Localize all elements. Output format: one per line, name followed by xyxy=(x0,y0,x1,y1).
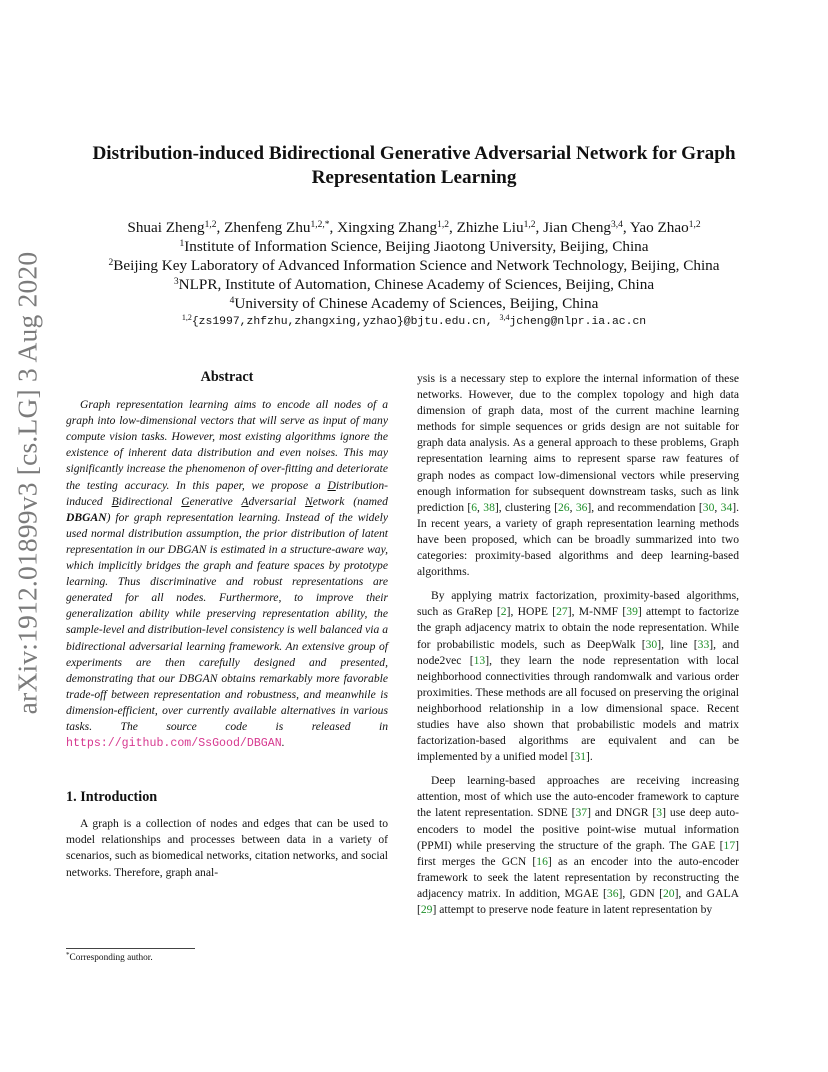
citation-link[interactable]: 36 xyxy=(575,500,588,514)
introduction-paragraph: A graph is a collection of nodes and edges that can be used to model relationships and processes between data in a variety of scenarios, such as biomedical networks, citation networks, and social networks. Therefore, graph anal- xyxy=(66,817,388,879)
citation-link[interactable]: 16 xyxy=(536,854,548,868)
affiliation-4: $^4$University of Chinese Academy of Sciences, Beijing, China xyxy=(229,295,599,312)
paragraph-proximity-methods: By applying matrix factorization, proximity-based algorithms, such as GraRep [2], HOPE [27], M-NMF [39] attempt to factorize the graph adjacency matrix to obtain the node representation. While for probabilistic models, such as DeepWalk [30], line [33], and node2vec [13], they learn the node representation with local neighborhood connectivities through randomwalk and various order proximities. These methods are all focused on preserving the original neighborhood relationship in a low dimensional space. Recent studies have also shown that probabilistic models and matrix factorization-based algorithms are equivalent and can be implemented by a unified model [31]. xyxy=(417,589,739,764)
citation-link[interactable]: 6 xyxy=(471,500,478,514)
citation-link[interactable]: 39 xyxy=(626,605,638,619)
citation-link[interactable]: 20 xyxy=(662,886,675,900)
citation-link[interactable]: 17 xyxy=(723,838,736,852)
citation-link[interactable]: 13 xyxy=(473,653,486,667)
affiliation-3: $^3$NLPR, Institute of Automation, Chinese Academy of Sciences, Beijing, China xyxy=(173,276,655,293)
right-column xyxy=(417,371,739,918)
citation-link[interactable]: 38 xyxy=(483,500,495,514)
affiliation-1: $^1$Institute of Information Science, Beijing Jiaotong University, Beijing, China xyxy=(179,238,649,255)
author-list: Shuai Zheng$^{1,2}$, Zhenfeng Zhu$^{1,2,*}$, Xingxing Zhang$^{1,2}$, Zhizhe Liu$^{1,2}$, Jian Cheng$^{3,4}$, Yao Zhao$^{1,2}$ xyxy=(127,219,701,236)
citation-link[interactable]: 29 xyxy=(420,903,433,916)
citation-link[interactable]: 36 xyxy=(606,886,619,900)
citation-link[interactable]: 27 xyxy=(556,605,568,619)
source-code-link[interactable]: https://github.com/SsGood/DBGAN xyxy=(66,737,282,751)
citation-link[interactable]: 33 xyxy=(697,637,710,651)
paper-title: Distribution-induced Bidirectional Generative Adversarial Network for Graph Representation Learning xyxy=(92,143,736,188)
left-column xyxy=(66,369,388,881)
arxiv-stamp: arXiv:1912.01899v3 [cs.LG] 3 Aug 2020 xyxy=(11,251,43,714)
abstract-heading: Abstract xyxy=(200,369,254,385)
citation-link[interactable]: 37 xyxy=(575,806,588,820)
citation-link[interactable]: 3 xyxy=(656,806,663,820)
introduction-heading: 1. Introduction xyxy=(66,789,158,806)
citation-link[interactable]: 31 xyxy=(574,750,587,764)
footnote-divider xyxy=(66,948,195,949)
footnote: *Corresponding author. xyxy=(66,951,153,963)
citation-link[interactable]: 30 xyxy=(645,637,658,651)
affiliation-2: $^2$Beijing Key Laboratory of Advanced Information Science and Network Technology, Beijing, China xyxy=(108,257,720,274)
citation-link[interactable]: 2 xyxy=(500,605,507,619)
citation-link[interactable]: 30 xyxy=(702,500,715,514)
author-block xyxy=(40,218,788,313)
citation-link[interactable]: 34 xyxy=(720,500,733,514)
paragraph-deep-learning-methods: Deep learning-based approaches are receiving increasing attention, most of which use the auto-encoder framework to capture the latent representation. SDNE [37] and DNGR [3] use deep auto-encoders to model the positive point-wise mutual information (PPMI) while preserving the structure of the graph. The GAE [17] first merges the GCN [16] as an encoder into the auto-encoder framework to seek the latent representation by reconstructing the adjacency matrix. In addition, MGAE [36], GDN [20], and GALA [29] attempt to preserve node feature in latent representation by xyxy=(417,774,740,916)
author-emails: $^{1,2}${zs1997,zhfzhu,zhangxing,yzhao}@bjtu.edu.cn, $^{3,4}$jcheng@nlpr.ia.ac.cn xyxy=(181,313,647,328)
abstract-body: Graph representation learning aims to encode all nodes of a graph into low-dimensional vectors that will serve as input of many compute vision tasks. However, most existing algorithms ignore the existence of inherent data distribution and even noises. This may significantly increase the phenomenon of over-fitting and deteriorate the testing accuracy. In this paper, we propose a Distribution-induced Bidirectional Generative Adversarial Network (named DBGAN) for graph representation learning. Instead of the widely used normal distribution assumption, the prior distribution of latent representation in our DBGAN is estimated in a structure-aware way, which implicitly bridges the graph and feature spaces by prototype learning. Thus discriminative and robust representations are generated for all nodes. Furthermore, to improve their generalization ability while preserving representation ability, the sample-level and distribution-level consistency is well balanced via a bidirectional adversarial learning framework. An extensive group of experiments are then carefully designed and presented, demonstrating that our DBGAN obtains remarkably more favorable trade-off between representation and robustness, and meanwhile is dimension-efficient, over currently available alternatives in various tasks. The source code is released in https://github.com/SsGood/DBGAN. xyxy=(66,398,388,751)
paragraph-graph-analysis: ysis is a necessary step to explore the internal information of these networks. However, due to the complex topology and high data dimension of graph data, most of the current machine learning methods for simple sequences or grids design are not suitable for graph data analysis. As a general approach to these problems, Graph representation learning aims to represent sparse raw features of graph nodes as compact low-dimensional vectors while preserving enough information for subsequent downstream tasks, such as link prediction [6, 38], clustering [26, 36], and recommendation [30, 34]. In recent years, a variety of graph representation learning methods have been proposed, which can be broadly summarized into two categories: proximity-based algorithms and deep learning-based algorithms. xyxy=(417,372,740,579)
citation-link[interactable]: 26 xyxy=(557,500,570,514)
